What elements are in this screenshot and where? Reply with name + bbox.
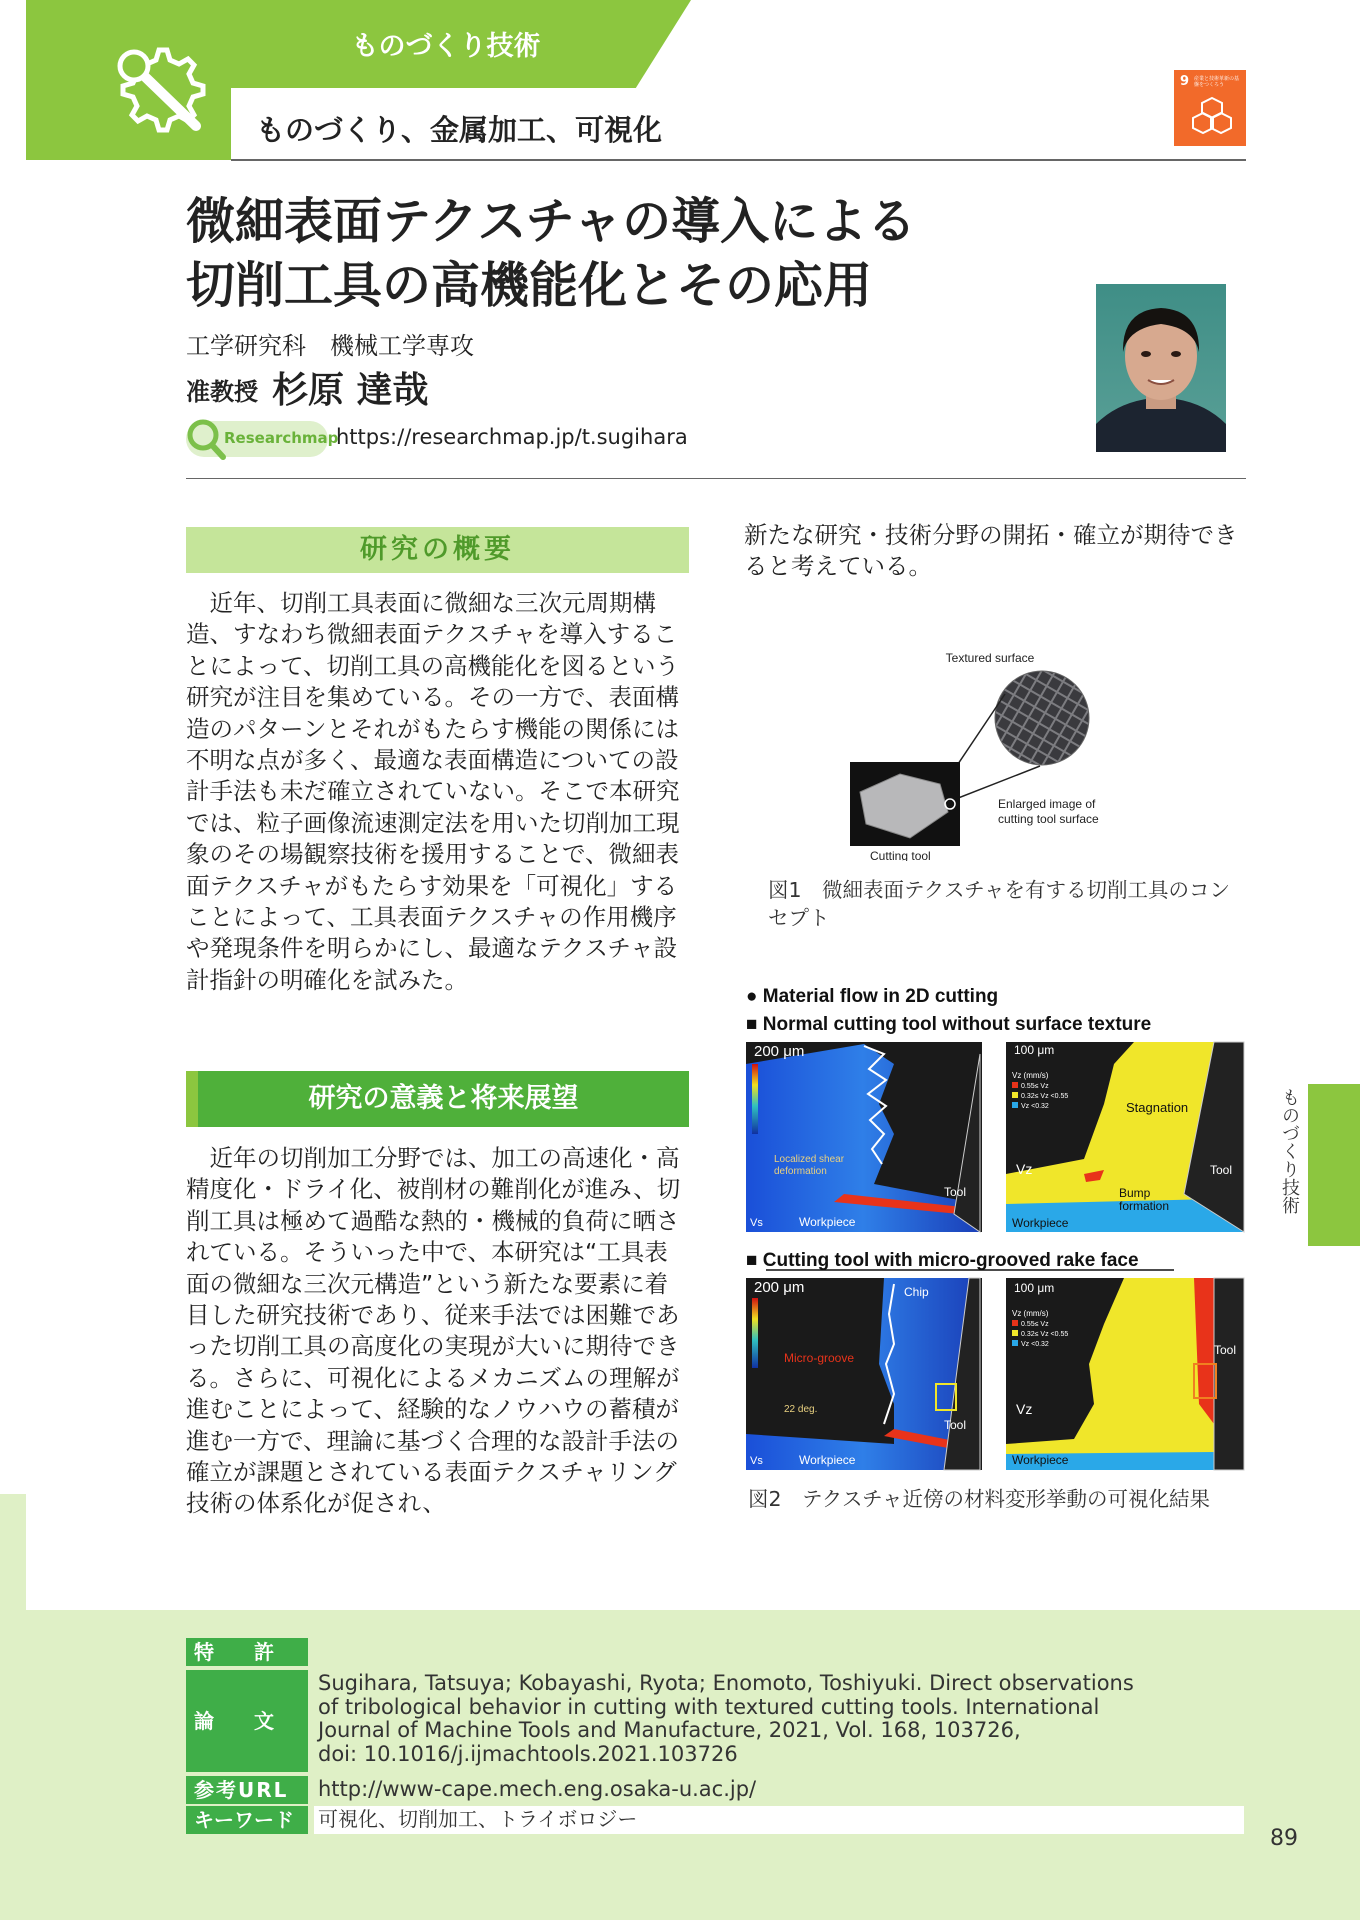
author-photo <box>1096 284 1226 452</box>
magnifier-icon <box>183 417 229 463</box>
header-icon-block <box>26 0 231 160</box>
fig2-chip: Chip <box>904 1285 929 1299</box>
overview-heading-text: 研究の概要 <box>360 534 515 565</box>
fig2-vz-b: Vz <box>1016 1161 1033 1177</box>
url-label-text: 参考URL <box>194 1778 289 1802</box>
cube-icon <box>1192 96 1232 140</box>
fig2-vs-a: Vs <box>750 1217 763 1229</box>
fig2-vz-d: Vz <box>1016 1401 1033 1417</box>
paper-label-text: 論 文 <box>194 1709 274 1733</box>
header-divider <box>231 159 1246 161</box>
keywords: 可視化、切削加工、トライボロジー <box>318 1807 638 1831</box>
figure-1-caption: 図1 微細表面テクスチャを有する切削工具のコンセプト <box>768 878 1230 930</box>
fig2-tool-b: Tool <box>1210 1163 1233 1177</box>
keyword-label <box>186 1806 308 1834</box>
figure-1 <box>840 636 1140 861</box>
keyword-label-text: キーワード <box>194 1808 294 1832</box>
fig2-bump-2: formation <box>1119 1199 1170 1213</box>
paper-line-3: Journal of Machine Tools and Manufacture, 2021, Vol. 168, 103726, <box>318 1718 1021 1742</box>
title-line-1: 微細表面テクスチャの導入による <box>186 193 917 250</box>
author-name: 杉原 達哉 <box>272 370 429 411</box>
significance-body: 近年の切削加工分野では、加工の高速化・高精度化・ドライ化、被削材の難削化が進み、切削工具は極めて過酷な熱的・機械的負荷に晒されている。そういった中で、本研究は“工具表面の微細な三次元構造”という新たな要素に着目した研究技術であり、従来手法では困難であった切削工具の高度化の実現が大いに期待できる。さらに、可視化によるメカニズムの理解が進むことによって、経験的なノウハウの蓄積が進む一方で、理論に基づく合理的な設計手法の確立が課題とされている表面テクスチャリング技術の体系化が促され、 <box>186 1144 681 1518</box>
fig2-workpiece-d: Workpiece <box>1012 1453 1069 1467</box>
researchmap-label: Researchmap <box>224 429 339 447</box>
fig2-scale-100-b: 100 μm <box>1014 1043 1055 1057</box>
fig2-localized-2: deformation <box>774 1166 827 1177</box>
title-divider <box>186 478 1246 479</box>
fig2-vs-c: Vs <box>750 1455 763 1467</box>
patent-label-text: 特 許 <box>194 1640 274 1664</box>
sdg-label: 産業と技術革新の基盤をつくろう <box>1194 76 1240 88</box>
fig2-panel-groove-velocity <box>1006 1278 1244 1470</box>
significance-heading-text: 研究の意義と将来展望 <box>308 1083 579 1114</box>
fig2-scale-200-a: 200 μm <box>754 1043 805 1060</box>
fig2-scale-200-c: 200 μm <box>754 1279 805 1296</box>
patent-label <box>186 1638 308 1666</box>
fig2-legend-c-d: Vz <0.32 <box>1021 1341 1049 1348</box>
fig2-workpiece-b: Workpiece <box>1012 1216 1069 1230</box>
paper-line-2: of tribological behavior in cutting with textured cutting tools. International <box>318 1694 1100 1719</box>
fig2-legend-b-b: 0.32≤ Vz <0.55 <box>1021 1093 1069 1100</box>
category-label: ものづくり技術 <box>351 31 541 62</box>
left-accent-bar <box>0 1494 26 1920</box>
page-number: 89 <box>1270 1826 1298 1851</box>
fig2-tool-a: Tool <box>944 1185 967 1199</box>
fig2-panel-groove-strain <box>746 1278 982 1470</box>
header-keywords: ものづくり、金属加工、可視化 <box>256 113 663 147</box>
sdg-badge <box>1174 70 1246 146</box>
side-tab-label: ものづくり技術 <box>1279 1088 1300 1214</box>
section-significance-heading <box>186 1071 689 1127</box>
gear-wrench-icon <box>26 0 231 160</box>
article-title <box>186 190 986 318</box>
reference-url[interactable]: http://www-cape.mech.eng.osaka-u.ac.jp/ <box>318 1777 757 1801</box>
fig2-panel-normal-strain <box>746 1042 982 1232</box>
paper-label <box>186 1670 308 1772</box>
fig2-bump-1: Bump <box>1119 1186 1151 1200</box>
fig1-enlarged-surface <box>995 671 1089 765</box>
researchmap-url[interactable]: https://researchmap.jp/t.sugihara <box>336 425 688 449</box>
fig2-tool-c: Tool <box>944 1418 967 1432</box>
fig2-legend-c-b: Vz <0.32 <box>1021 1103 1049 1110</box>
fig2-heading-1: ● Material flow in 2D cutting <box>746 986 999 1007</box>
fig1-label-enlarged-2: cutting tool surface <box>998 812 1099 826</box>
paper-line-1: Sugihara, Tatsuya; Kobayashi, Ryota; Enomoto, Toshiyuki. Direct observations <box>318 1671 1134 1695</box>
fig2-legend-title-d: Vz (mm/s) <box>1012 1309 1049 1318</box>
fig1-label-tool: Cutting tool <box>870 849 931 861</box>
overview-body: 近年、切削工具表面に微細な三次元周期構造、すなわち微細表面テクスチャを導入することによって、切削工具の高機能化を図るという研究が注目を集めている。その一方で、表面構造のパターンとそれがもたらす機能の関係には不明な点が多く、最適な表面構造についての設計手法も未だ確立されていない。そこで本研究では、粒子画像流速測定法を用いた切削加工現象のその場観察技術を援用することで、微細表面テクスチャがもたらす効果を「可視化」することによって、工具表面テクスチャの作用機序や発現条件を明らかにし、最適なテクスチャ設計指針の明確化を試みた。 <box>186 589 680 994</box>
fig2-deg: 22 deg. <box>784 1404 818 1415</box>
fig2-workpiece-a: Workpiece <box>799 1215 856 1229</box>
author-role: 准教授 <box>186 378 258 406</box>
fig2-panel-normal-velocity <box>1006 1042 1244 1232</box>
fig2-legend-title-b: Vz (mm/s) <box>1012 1071 1049 1080</box>
fig2-scale-100-d: 100 μm <box>1014 1281 1055 1295</box>
fig2-microgroove: Micro-groove <box>784 1351 855 1365</box>
fig2-legend-a-d: 0.55≤ Vz <box>1021 1321 1049 1328</box>
fig1-label-textured: Textured surface <box>945 651 1035 665</box>
fig2-legend-a-b: 0.55≤ Vz <box>1021 1083 1049 1090</box>
url-label <box>186 1776 308 1804</box>
figure-2 <box>744 984 1246 1474</box>
fig2-heading-2: ■ Normal cutting tool without surface texture <box>746 1014 1152 1035</box>
fig2-stagnation: Stagnation <box>1126 1100 1189 1115</box>
fig2-legend-b-d: 0.32≤ Vz <0.55 <box>1021 1331 1069 1338</box>
sdg-number: 9 <box>1180 74 1190 89</box>
paper-line-4: doi: 10.1016/j.ijmachtools.2021.103726 <box>318 1741 738 1766</box>
section-overview-heading <box>186 527 689 573</box>
side-tab <box>1308 1084 1360 1246</box>
significance-continuation: 新たな研究・技術分野の開拓・確立が期待できると考えている。 <box>744 521 1238 581</box>
fig2-workpiece-c: Workpiece <box>799 1453 856 1467</box>
fig2-heading-3: ■ Cutting tool with micro-grooved rake face <box>746 1250 1139 1271</box>
title-line-2: 切削工具の高機能化とその応用 <box>186 257 873 314</box>
fig1-label-enlarged: Enlarged image of <box>998 797 1096 811</box>
fig2-localized-1: Localized shear <box>774 1154 845 1165</box>
paper-citation <box>318 1672 1134 1766</box>
figure-2-caption: 図2 テクスチャ近傍の材料変形挙動の可視化結果 <box>748 1487 1210 1511</box>
fig2-tool-d: Tool <box>1214 1343 1237 1357</box>
department: 工学研究科 機械工学専攻 <box>186 332 474 360</box>
